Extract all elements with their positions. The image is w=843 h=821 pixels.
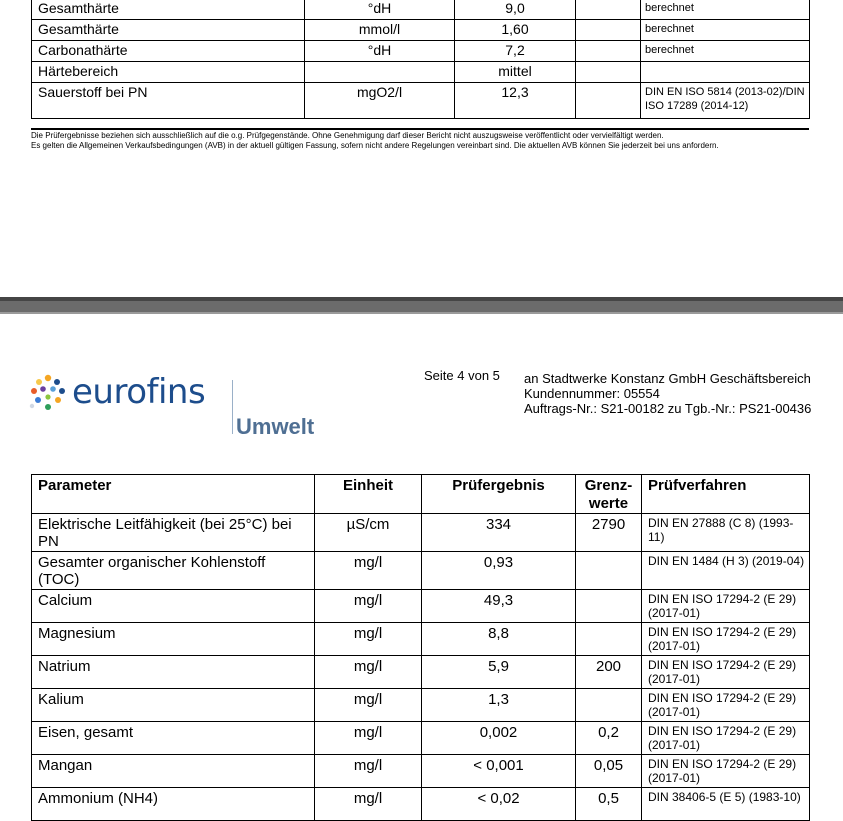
unit-cell: °dH bbox=[305, 41, 455, 62]
result-cell: < 0,02 bbox=[422, 788, 576, 821]
method-cell: DIN EN ISO 17294-2 (E 29) (2017-01) bbox=[642, 590, 810, 623]
table-row bbox=[32, 623, 810, 656]
header-limit: Grenz- werte bbox=[576, 475, 642, 514]
unit-cell: mg/l bbox=[315, 755, 422, 788]
unit-cell: mmol/l bbox=[305, 20, 455, 41]
table-row bbox=[32, 20, 810, 41]
limit-cell bbox=[576, 62, 641, 83]
method-cell bbox=[641, 62, 810, 83]
unit-cell: mg/l bbox=[315, 689, 422, 722]
table-row bbox=[32, 41, 810, 62]
parameter-cell: Elektrische Leitfähigkeit (bei 25°C) bei PN bbox=[32, 514, 315, 552]
limit-cell bbox=[576, 20, 641, 41]
eurofins-logo bbox=[28, 370, 348, 440]
method-cell: DIN EN ISO 17294-2 (E 29) (2017-01) bbox=[642, 623, 810, 656]
method-cell: berechnet bbox=[641, 41, 810, 62]
parameter-cell: Gesamthärte bbox=[32, 20, 305, 41]
header-parameter: Parameter bbox=[32, 475, 315, 514]
method-cell: DIN EN 1484 (H 3) (2019-04) bbox=[642, 552, 810, 590]
parameter-cell: Ammonium (NH4) bbox=[32, 788, 315, 821]
page-number: Seite 4 von 5 bbox=[424, 368, 500, 383]
method-cell: DIN EN ISO 17294-2 (E 29) (2017-01) bbox=[642, 722, 810, 755]
table-row bbox=[32, 656, 810, 689]
parameter-cell: Carbonathärte bbox=[32, 41, 305, 62]
disclaimer-line: Es gelten die Allgemeinen Verkaufsbedingungen (AVB) in der aktuell gültigen Fassung, sofern nicht andere Regelungen vereinbart sind. Die aktuellen AVB können Sie jederzeit bei uns anfordern. bbox=[31, 141, 719, 150]
eurofins-dots-icon bbox=[28, 374, 68, 414]
result-cell: 49,3 bbox=[422, 590, 576, 623]
disclaimer-line: Die Prüfergebnisse beziehen sich ausschließlich auf die o.g. Prüfgegenstände. Ohne Genehmigung darf dieser Bericht nicht auszugsweise veröffentlicht oder vervielfältigt werden. bbox=[31, 131, 664, 140]
table-row bbox=[32, 83, 810, 119]
table-row bbox=[32, 590, 810, 623]
logo-divider bbox=[232, 380, 233, 434]
unit-cell: mg/l bbox=[315, 623, 422, 656]
logo-subtitle: Umwelt bbox=[236, 414, 315, 439]
limit-cell bbox=[576, 41, 641, 62]
result-cell: 1,60 bbox=[455, 20, 576, 41]
result-cell: 5,9 bbox=[422, 656, 576, 689]
table-row bbox=[32, 755, 810, 788]
table-row bbox=[32, 689, 810, 722]
limit-cell bbox=[576, 590, 642, 623]
parameter-cell: Sauerstoff bei PN bbox=[32, 83, 305, 119]
disclaimer bbox=[31, 131, 809, 151]
limit-cell bbox=[576, 0, 641, 20]
parameter-cell: Magnesium bbox=[32, 623, 315, 656]
unit-cell: mg/l bbox=[315, 552, 422, 590]
result-cell: 0,93 bbox=[422, 552, 576, 590]
result-cell: mittel bbox=[455, 62, 576, 83]
result-cell: 1,3 bbox=[422, 689, 576, 722]
result-cell: 0,002 bbox=[422, 722, 576, 755]
logo-wordmark: eurofins bbox=[72, 372, 206, 412]
recipient-block bbox=[524, 371, 811, 416]
table-row bbox=[32, 788, 810, 821]
order-number: Auftrags-Nr.: S21-00182 zu Tgb.-Nr.: PS21-00436 bbox=[524, 401, 812, 416]
limit-cell bbox=[576, 552, 642, 590]
header-result: Prüfergebnis bbox=[422, 475, 576, 514]
limit-cell bbox=[576, 623, 642, 656]
parameter-cell: Gesamthärte bbox=[32, 0, 305, 20]
limit-cell bbox=[576, 689, 642, 722]
footer-divider bbox=[31, 128, 809, 130]
parameter-cell: Natrium bbox=[32, 656, 315, 689]
method-cell: DIN EN ISO 17294-2 (E 29) (2017-01) bbox=[642, 656, 810, 689]
result-cell: 12,3 bbox=[455, 83, 576, 119]
previous-page-results-table bbox=[31, 0, 810, 119]
result-cell: 8,8 bbox=[422, 623, 576, 656]
parameter-cell: Härtebereich bbox=[32, 62, 305, 83]
parameter-cell: Eisen, gesamt bbox=[32, 722, 315, 755]
parameter-cell: Calcium bbox=[32, 590, 315, 623]
recipient-line: an Stadtwerke Konstanz GmbH Geschäftsbereich bbox=[524, 371, 811, 386]
limit-cell: 0,5 bbox=[576, 788, 642, 821]
limit-cell: 200 bbox=[576, 656, 642, 689]
header-unit: Einheit bbox=[315, 475, 422, 514]
unit-cell: µS/cm bbox=[315, 514, 422, 552]
limit-cell bbox=[576, 83, 641, 119]
unit-cell: mgO2/l bbox=[305, 83, 455, 119]
result-cell: 7,2 bbox=[455, 41, 576, 62]
unit-cell bbox=[305, 62, 455, 83]
unit-cell: mg/l bbox=[315, 590, 422, 623]
table-header-row bbox=[32, 475, 810, 514]
parameter-cell: Mangan bbox=[32, 755, 315, 788]
table-row bbox=[32, 0, 810, 20]
table-row bbox=[32, 722, 810, 755]
table-row bbox=[32, 514, 810, 552]
page-separator bbox=[0, 297, 843, 314]
result-cell: < 0,001 bbox=[422, 755, 576, 788]
method-cell: DIN EN ISO 17294-2 (E 29) (2017-01) bbox=[642, 689, 810, 722]
unit-cell: mg/l bbox=[315, 722, 422, 755]
limit-cell: 2790 bbox=[576, 514, 642, 552]
limit-cell: 0,05 bbox=[576, 755, 642, 788]
table-row bbox=[32, 552, 810, 590]
header-method: Prüfverfahren bbox=[642, 475, 810, 514]
parameter-cell: Gesamter organischer Kohlenstoff (TOC) bbox=[32, 552, 315, 590]
result-cell: 9,0 bbox=[455, 0, 576, 20]
unit-cell: °dH bbox=[305, 0, 455, 20]
method-cell: DIN EN 27888 (C 8) (1993-11) bbox=[642, 514, 810, 552]
table-row bbox=[32, 62, 810, 83]
results-table bbox=[31, 474, 810, 821]
unit-cell: mg/l bbox=[315, 788, 422, 821]
method-cell: berechnet bbox=[641, 0, 810, 20]
limit-cell: 0,2 bbox=[576, 722, 642, 755]
method-cell: berechnet bbox=[641, 20, 810, 41]
method-cell: DIN 38406-5 (E 5) (1983-10) bbox=[642, 788, 810, 821]
customer-number: Kundennummer: 05554 bbox=[524, 386, 660, 401]
method-cell: DIN EN ISO 17294-2 (E 29) (2017-01) bbox=[642, 755, 810, 788]
method-cell: DIN EN ISO 5814 (2013-02)/DIN ISO 17289 (2014-12) bbox=[641, 83, 810, 119]
parameter-cell: Kalium bbox=[32, 689, 315, 722]
unit-cell: mg/l bbox=[315, 656, 422, 689]
result-cell: 334 bbox=[422, 514, 576, 552]
